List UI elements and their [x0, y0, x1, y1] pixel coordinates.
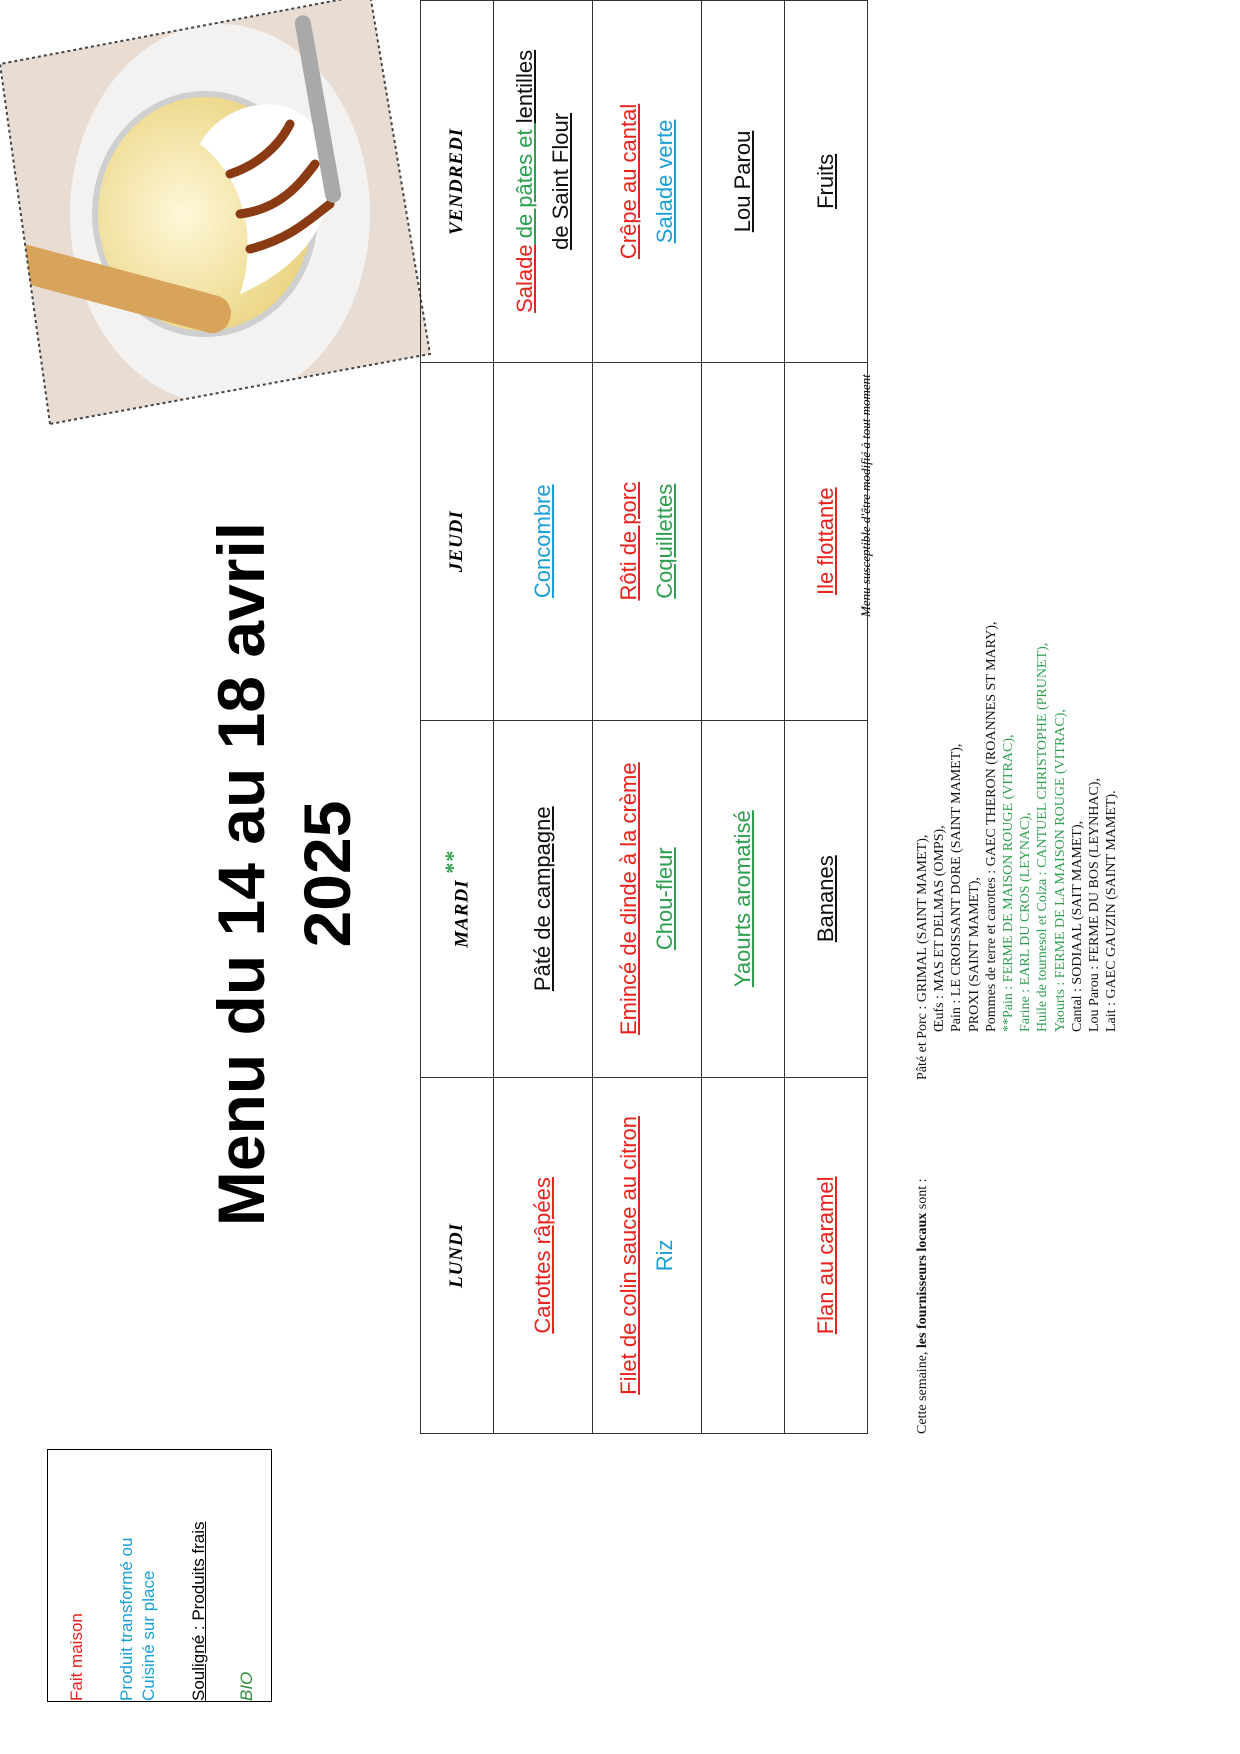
legend-transforme-line2: Cuisiné sur place [139, 1570, 158, 1701]
jeudi-dessert [785, 362, 868, 720]
mardi-entree [494, 720, 593, 1077]
vendredi-dessert [785, 1, 868, 363]
legend-transforme-line1: Produit transformé ou [117, 1537, 136, 1701]
suppliers-list [914, 621, 1120, 1080]
suppliers-intro-bold: les fournisseurs locaux [915, 1212, 930, 1349]
suppliers-intro-part2: sont : [915, 1178, 930, 1213]
vendredi-laitage-text: Lou Parou [730, 130, 755, 233]
vendredi-dessert-text: Fruits [813, 153, 838, 209]
mardi-dessert-text: Bananes [813, 855, 838, 943]
lundi-dessert [785, 1077, 868, 1433]
mardi-plat [593, 720, 702, 1077]
vendredi-entree-part4: de Saint Flour [548, 112, 573, 250]
vendredi-entree [494, 1, 593, 363]
legend-bio: BIO [237, 1671, 256, 1701]
supplier-line: Œufs : MAS ET DELMAS (OMPS), [932, 825, 948, 1032]
day-lundi: LUNDI [421, 1077, 494, 1433]
mardi-laitage [702, 720, 785, 1077]
jeudi-accompagnement-text: Coquillettes [652, 483, 677, 599]
mardi-dessert [785, 720, 868, 1077]
legend-souligne [188, 1521, 210, 1701]
jeudi-plat-text: Rôti de porc [616, 481, 641, 601]
supplier-line: PROXI (SAINT MAMET), [966, 877, 982, 1032]
lundi-entree-text: Carottes râpées [530, 1177, 555, 1334]
mardi-plat-text: Emincé de dinde à la crème [616, 762, 641, 1036]
lundi-dessert-text: Flan au caramel [813, 1176, 838, 1335]
vendredi-accompagnement-text: Salade verte [652, 119, 677, 244]
menu-table [420, 0, 868, 1434]
day-vendredi: VENDREDI [421, 1, 494, 363]
vendredi-plat-text: Crêpe au cantal [616, 103, 641, 260]
jeudi-dessert-text: Ile flottante [813, 487, 838, 596]
supplier-line: Pommes de terre et carottes : GAEC THERON (ROANNES ST MARY), [983, 621, 999, 1032]
day-mardi [421, 720, 494, 1077]
suppliers-intro [914, 1179, 931, 1435]
lundi-plat [593, 1077, 702, 1433]
supplier-line-bio: Farine : EARL DU CROS (LEYNAC), [1018, 812, 1034, 1032]
supplier-line: Pain : LE CROISSANT DORE (SAINT MAMET), [949, 743, 965, 1032]
mardi-asterisk: ** [440, 849, 466, 874]
vendredi-plat [593, 1, 702, 363]
supplier-line: Cantal : SODIAAL (SAIT MAMET), [1069, 820, 1085, 1032]
row-entree [494, 1, 593, 1434]
lundi-laitage [702, 1077, 785, 1433]
lundi-entree [494, 1077, 593, 1433]
legend-fait-maison: Fait maison [67, 1613, 86, 1701]
vendredi-laitage [702, 1, 785, 363]
dessert-photo [0, 0, 440, 464]
jeudi-laitage [702, 362, 785, 720]
day-jeudi: JEUDI [421, 362, 494, 720]
mardi-accompagnement-text: Chou-fleur [652, 847, 677, 951]
supplier-line: Pâté et Porc : GRIMAL (SAINT MAMET), [915, 834, 930, 1080]
days-header-row [421, 1, 494, 1434]
mardi-laitage-text: Yaourts aromatisé [730, 810, 755, 988]
jeudi-entree [494, 362, 593, 720]
row-plat [593, 1, 702, 1434]
legend-box [47, 1449, 272, 1702]
supplier-line-bio: **Pain : FERME DE MAISON ROUGE (VITRAC), [1000, 734, 1016, 1032]
legend-souligne-text: Souligné : Produits frais [189, 1521, 208, 1701]
supplier-line-bio: Yaourts : FERME DE LA MAISON ROUGE (VITRAC), [1052, 709, 1068, 1032]
jeudi-plat [593, 362, 702, 720]
menu-change-note: Menu susceptible d'être modifié à tout moment [858, 374, 873, 617]
title-line-2: 2025 [290, 800, 364, 948]
supplier-line: Lait : GAEC GAUZIN (SAINT MAMET). [1104, 790, 1120, 1032]
row-dessert [785, 1, 868, 1434]
supplier-line-bio: Huile de tournesol et Colza : CANTUEL CHRISTOPHE (PRUNET), [1035, 642, 1051, 1032]
mardi-entree-text: Pâté de campagne [530, 806, 555, 992]
jeudi-entree-text: Concombre [530, 484, 555, 599]
page-title [198, 394, 370, 1354]
supplier-line: Lou Parou : FERME DU BOS (LEYNHAC), [1086, 778, 1102, 1032]
row-laitage [702, 1, 785, 1434]
lundi-plat-text: Filet de colin sauce au citron [616, 1116, 641, 1395]
legend-transforme [116, 1538, 160, 1701]
vendredi-entree-part3: lentilles [512, 49, 537, 124]
vendredi-entree-part1: Salade [512, 244, 537, 313]
suppliers-intro-part1: Cette semaine, [915, 1348, 930, 1434]
vendredi-entree-part2: de pâtes et [512, 123, 537, 245]
title-line-1: Menu du 14 au 18 avril [204, 521, 278, 1227]
lundi-accompagnement-text: Riz [652, 1239, 677, 1272]
day-mardi-label: MARDI [451, 879, 473, 948]
